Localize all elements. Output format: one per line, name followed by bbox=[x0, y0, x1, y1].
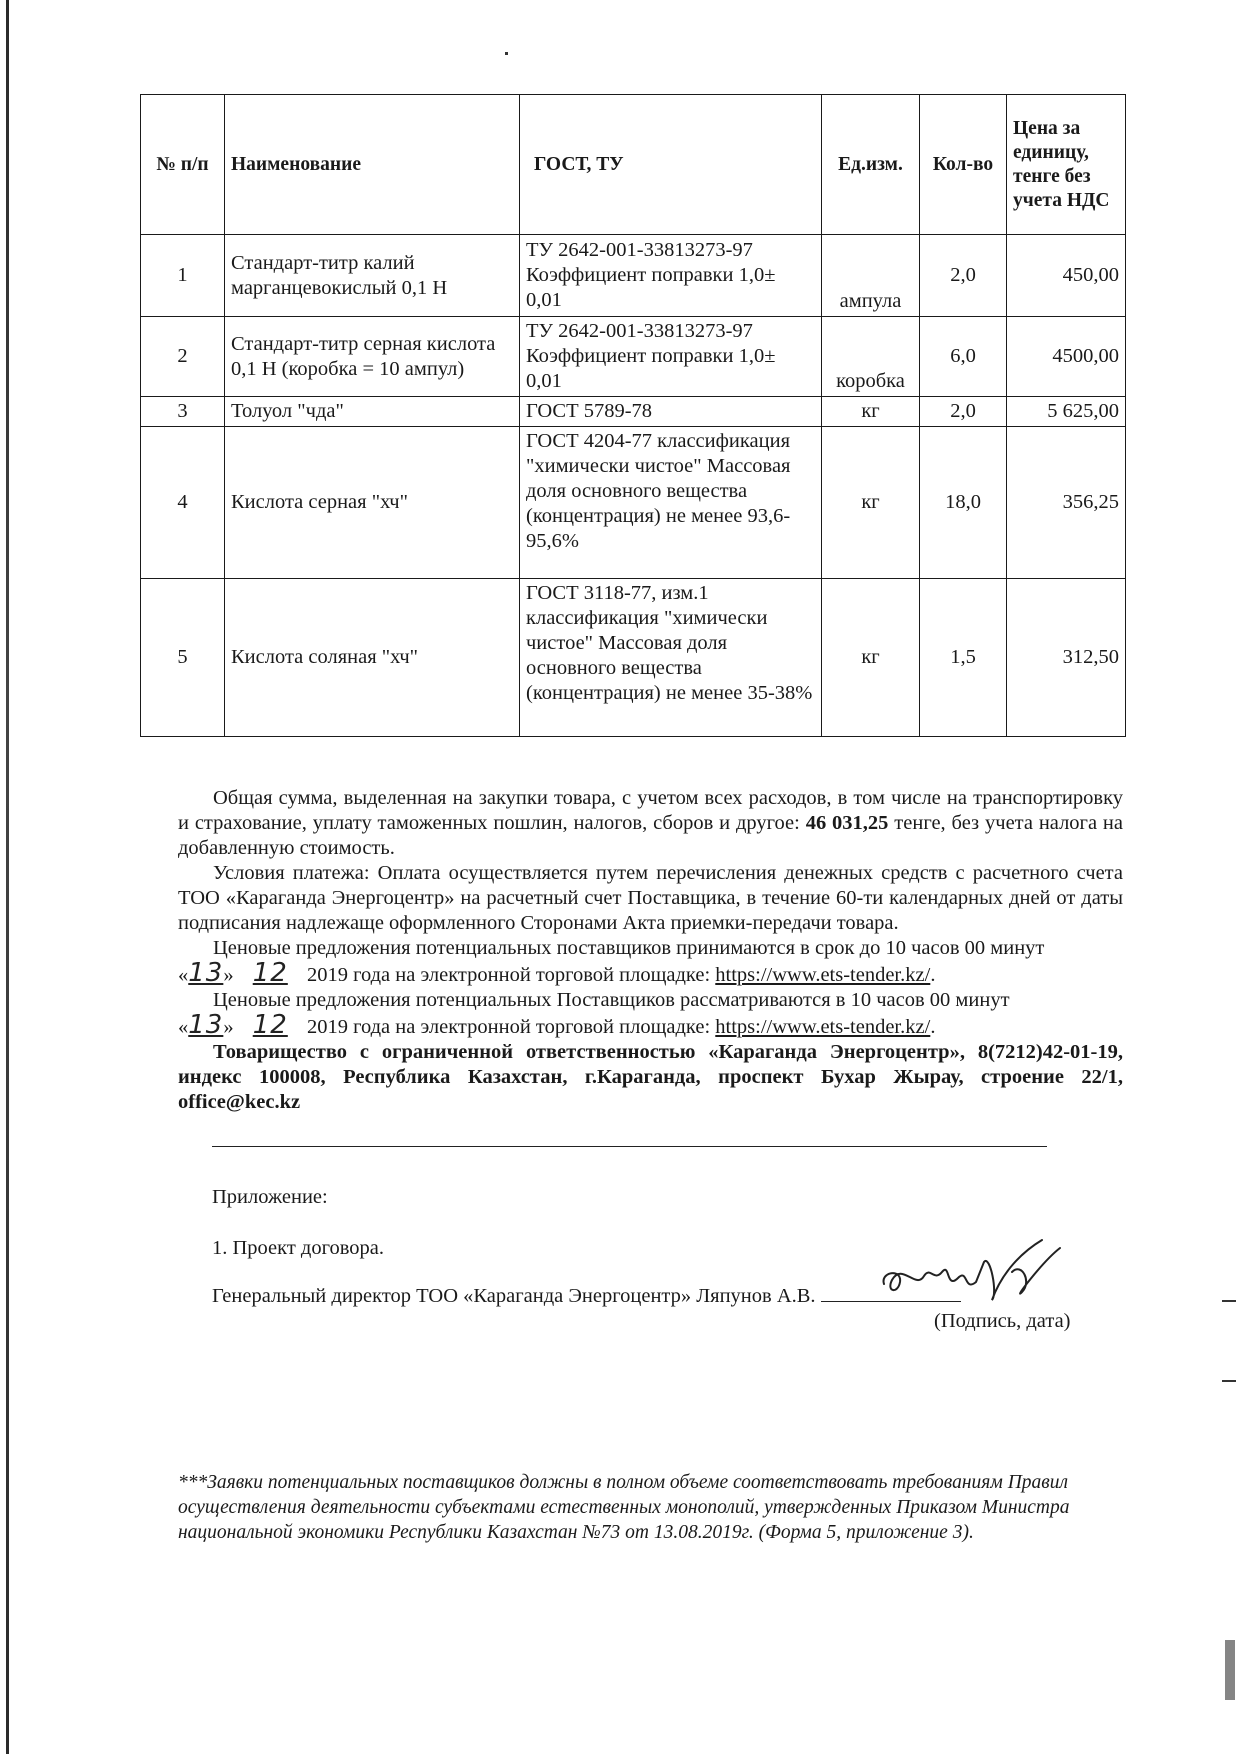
cell-qty: 18,0 bbox=[920, 427, 1007, 579]
scan-speck bbox=[505, 52, 508, 55]
header-unit: Ед.изм. bbox=[822, 95, 920, 235]
ets-tender-link[interactable]: https://www.ets-tender.kz/ bbox=[715, 964, 931, 986]
cell-num: 5 bbox=[141, 579, 225, 737]
cell-qty: 1,5 bbox=[920, 579, 1007, 737]
scan-edge bbox=[6, 0, 9, 1754]
header-price: Цена за единицу, тенге без учета НДС bbox=[1007, 95, 1126, 235]
cell-num: 1 bbox=[141, 235, 225, 317]
cell-name: Кислота серная "хч" bbox=[225, 427, 520, 579]
appendix-item: 1. Проект договора. bbox=[212, 1237, 385, 1259]
cell-num: 4 bbox=[141, 427, 225, 579]
deadline-review-text: Ценовые предложения потенциальных Поставщиков рассматриваются в 10 часов 00 минут bbox=[213, 989, 1010, 1011]
signature-caption: (Подпись, дата) bbox=[934, 1310, 1071, 1332]
period: . bbox=[930, 964, 936, 986]
deadline-review-date bbox=[178, 1010, 1123, 1040]
cell-price: 450,00 bbox=[1007, 235, 1126, 317]
quote-close: » bbox=[223, 964, 234, 986]
handwritten-day: 13 bbox=[188, 1010, 224, 1040]
cell-unit: кг bbox=[822, 579, 920, 737]
cell-name: Кислота соляная "хч" bbox=[225, 579, 520, 737]
header-num: № п/п bbox=[141, 95, 225, 235]
cell-price: 4500,00 bbox=[1007, 317, 1126, 397]
handwritten-signature bbox=[872, 1232, 1072, 1312]
scan-speck bbox=[1222, 1380, 1236, 1382]
total-amount: 46 031,25 bbox=[805, 812, 889, 834]
cell-name: Стандарт-титр калий марганцевокислый 0,1 Н bbox=[225, 235, 520, 317]
deadline-accept-rest: 2019 года на электронной торговой площадке: bbox=[306, 964, 711, 986]
cell-price: 5 625,00 bbox=[1007, 397, 1126, 427]
cell-gost: ГОСТ 5789-78 bbox=[520, 397, 822, 427]
table-row bbox=[141, 235, 1126, 317]
goods-table bbox=[140, 94, 1126, 737]
company-details: Товарищество с ограниченной ответственностью «Караганда Энергоцентр», 8(7212)42-01-19, индекс 100008, Республика Казахстан, г.Караганда, проспект Бухар Жырау, строение 22/1, office@kec.kz bbox=[178, 1041, 1123, 1113]
scan-speck bbox=[1225, 1640, 1235, 1700]
cell-gost: ГОСТ 3118-77, изм.1 классификация "химически чистое" Массовая доля основного вещества (концентрация) не менее 35-38% bbox=[520, 579, 822, 737]
table-row bbox=[141, 579, 1126, 737]
cell-unit: кг bbox=[822, 427, 920, 579]
cell-unit: кг bbox=[822, 397, 920, 427]
deadline-review-paragraph bbox=[178, 988, 1123, 1013]
cell-price: 356,25 bbox=[1007, 427, 1126, 579]
cell-price: 312,50 bbox=[1007, 579, 1126, 737]
header-name: Наименование bbox=[225, 95, 520, 235]
cell-qty: 2,0 bbox=[920, 397, 1007, 427]
table-row bbox=[141, 317, 1126, 397]
header-gost: ГОСТ, ТУ bbox=[520, 95, 822, 235]
appendix-title: Приложение: bbox=[212, 1186, 328, 1208]
quote-close: » bbox=[223, 1016, 234, 1038]
cell-num: 3 bbox=[141, 397, 225, 427]
body-text bbox=[178, 786, 1123, 1115]
period: . bbox=[930, 1016, 936, 1038]
table-row bbox=[141, 397, 1126, 427]
cell-qty: 6,0 bbox=[920, 317, 1007, 397]
cell-qty: 2,0 bbox=[920, 235, 1007, 317]
cell-name: Толуол "чда" bbox=[225, 397, 520, 427]
total-paragraph bbox=[178, 786, 1123, 861]
signatory-name: Генеральный директор ТОО «Караганда Энергоцентр» Ляпунов А.В. bbox=[212, 1285, 816, 1307]
signatory-line bbox=[212, 1285, 961, 1308]
cell-gost: ГОСТ 4204-77 классификация "химически чистое" Массовая доля основного вещества (концентрация) не менее 93,6-95,6% bbox=[520, 427, 822, 579]
ets-tender-link[interactable]: https://www.ets-tender.kz/ bbox=[715, 1016, 931, 1038]
handwritten-month: 12 bbox=[252, 958, 288, 988]
quote-open: « bbox=[178, 1016, 189, 1038]
separator-line bbox=[212, 1146, 1047, 1147]
deadline-accept-text: Ценовые предложения потенциальных поставщиков принимаются в срок до 10 часов 00 минут bbox=[213, 937, 1045, 959]
deadline-accept-paragraph bbox=[178, 936, 1123, 961]
cell-num: 2 bbox=[141, 317, 225, 397]
cell-name: Стандарт-титр серная кислота 0,1 Н (коробка = 10 ампул) bbox=[225, 317, 520, 397]
table-header-row bbox=[141, 95, 1126, 235]
total-suffix: тенге, без учета налога на добавленную стоимость. bbox=[178, 812, 1123, 859]
footnote: ***Заявки потенциальных поставщиков должны в полном объеме соответствовать требованиям Правил осуществления деятельности субъектами естественных монополий, утвержденных Приказом Министра национальной экономики Республики Казахстан №73 от 13.08.2019г. (Форма 5, приложение 3). bbox=[178, 1472, 1070, 1543]
total-text: Общая сумма, выделенная на закупки товара, с учетом всех расходов, в том числе на транспортировку и страхование, уплату таможенных пошлин, налогов, сборов и другое: bbox=[178, 787, 1123, 834]
scan-speck bbox=[1222, 1300, 1236, 1302]
payment-paragraph: Условия платежа: Оплата осуществляется путем перечисления денежных средств с расчетного счета ТОО «Караганда Энергоцентр» на расчетный счет Поставщика, в течение 60-ти календарных дней от даты подписания надлежаще оформленного Сторонами Акта приемки-передачи товара. bbox=[178, 862, 1123, 934]
deadline-review-rest: 2019 года на электронной торговой площадке: bbox=[306, 1016, 711, 1038]
header-qty: Кол-во bbox=[920, 95, 1007, 235]
quote-open: « bbox=[178, 964, 189, 986]
table-row bbox=[141, 427, 1126, 579]
deadline-accept-date bbox=[178, 958, 1123, 988]
cell-gost: ТУ 2642-001-33813273-97 Коэффициент поправки 1,0± 0,01 bbox=[520, 235, 822, 317]
handwritten-month: 12 bbox=[252, 1010, 288, 1040]
cell-unit: коробка bbox=[822, 317, 920, 397]
cell-unit: ампула bbox=[822, 235, 920, 317]
cell-gost: ТУ 2642-001-33813273-97 Коэффициент поправки 1,0± 0,01 bbox=[520, 317, 822, 397]
handwritten-day: 13 bbox=[188, 958, 224, 988]
